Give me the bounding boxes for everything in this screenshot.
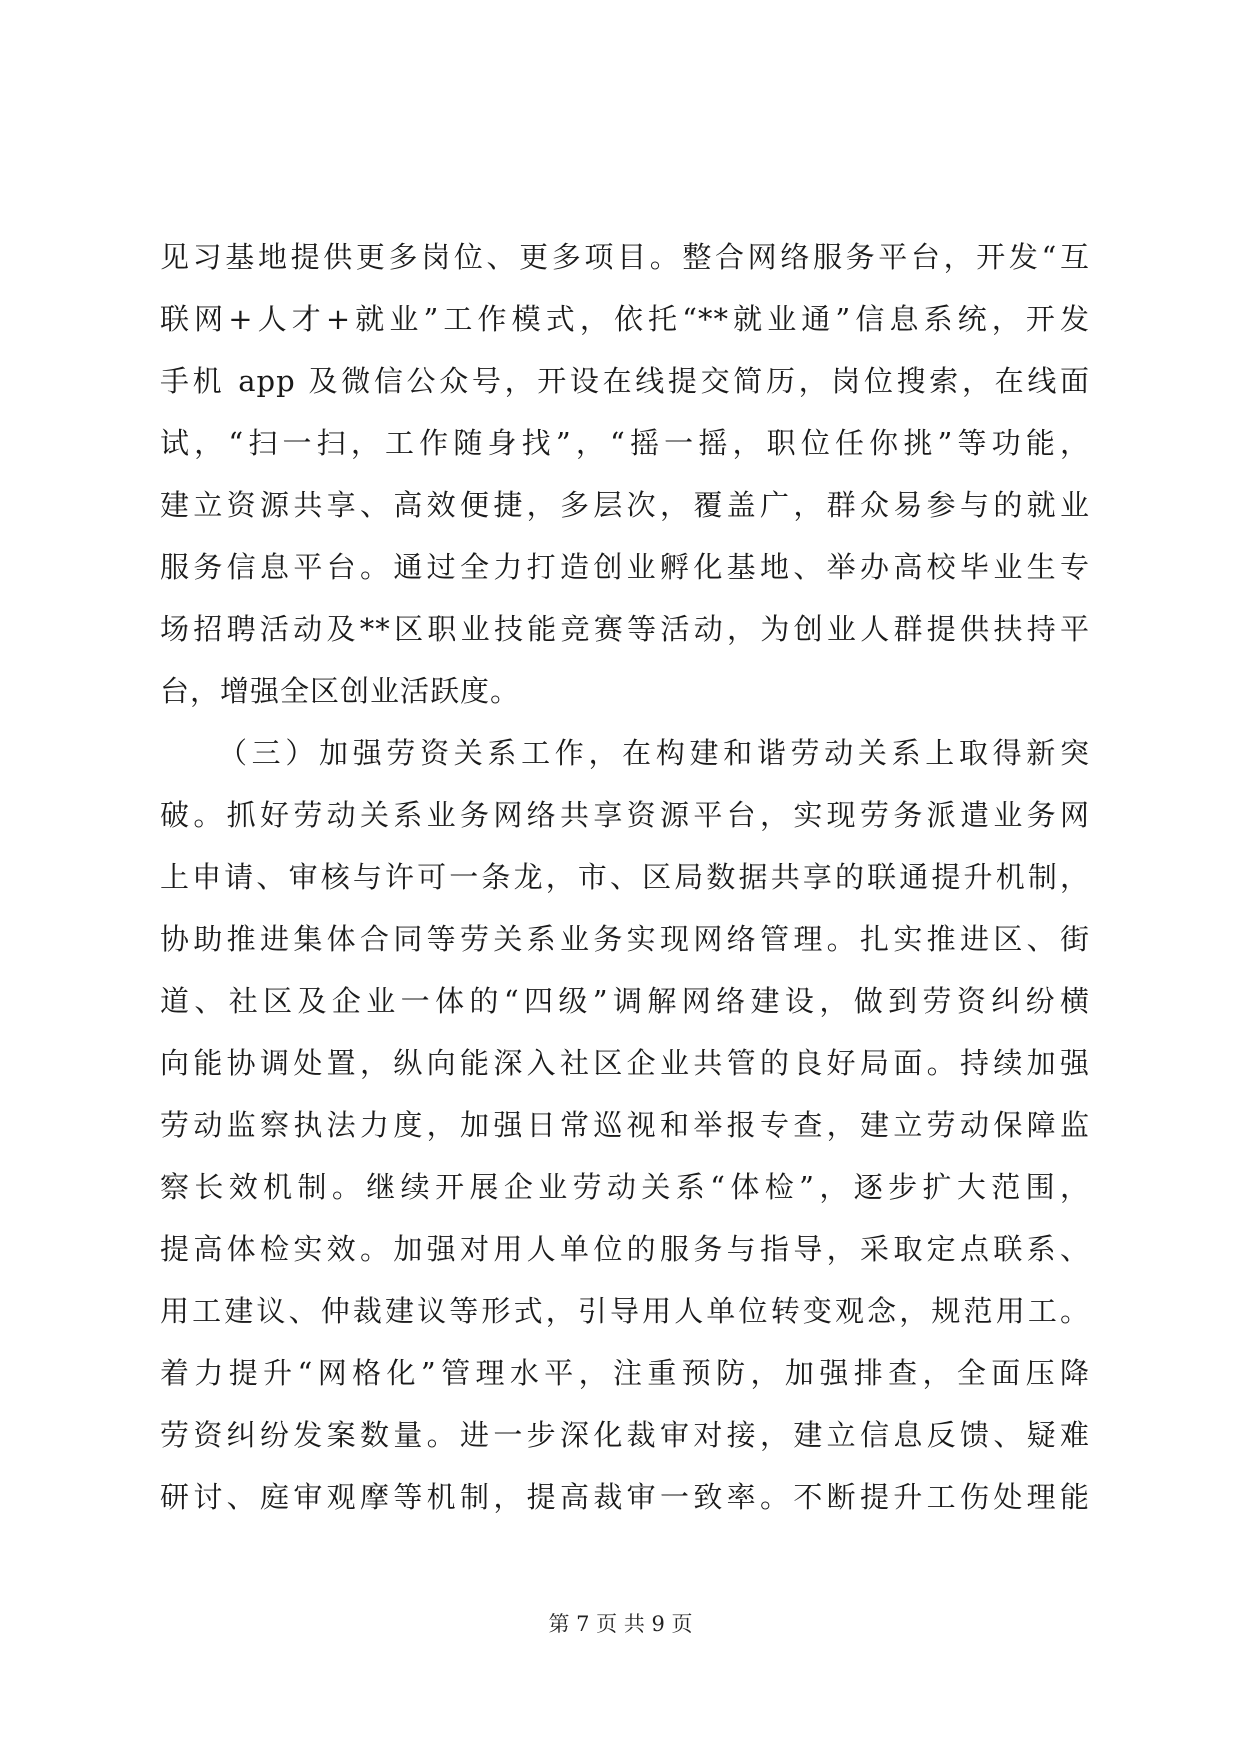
text-line: 道、社区及企业一体的“四级”调解网络建设，做到劳资纠纷横: [160, 984, 1090, 1018]
text-line: 见习基地提供更多岗位、更多项目。整合网络服务平台，开发“互: [160, 240, 1090, 274]
text-line: 联网+人才+就业”工作模式，依托“**就业通”信息系统，开发: [160, 302, 1090, 336]
text-line: 用工建议、仲裁建议等形式，引导用人单位转变观念，规范用工。: [160, 1294, 1090, 1328]
text-line: 劳动监察执法力度，加强日常巡视和举报专查，建立劳动保障监: [160, 1108, 1090, 1142]
text-line: 破。抓好劳动关系业务网络共享资源平台，实现劳务派遣业务网: [160, 798, 1090, 832]
text-line: 场招聘活动及**区职业技能竞赛等活动，为创业人群提供扶持平: [160, 612, 1090, 646]
page-number: 第 7 页 共 9 页: [548, 1612, 693, 1636]
body-text: [160, 226, 1090, 1528]
text-line: 建立资源共享、高效便捷，多层次，覆盖广，群众易参与的就业: [160, 488, 1090, 522]
text-line: 协助推进集体合同等劳关系业务实现网络管理。扎实推进区、街: [160, 922, 1090, 956]
text-line: 服务信息平台。通过全力打造创业孵化基地、举办高校毕业生专: [160, 550, 1090, 584]
section-heading-line: （三）加强劳资关系工作，在构建和谐劳动关系上取得新突: [218, 736, 1090, 770]
text-line: 察长效机制。继续开展企业劳动关系“体检”，逐步扩大范围，: [160, 1170, 1090, 1204]
text-line: 劳资纠纷发案数量。进一步深化裁审对接，建立信息反馈、疑难: [160, 1418, 1090, 1452]
text-line: 手机 app 及微信公众号，开设在线提交简历，岗位搜索，在线面: [160, 364, 1090, 398]
text-line: 试，“扫一扫，工作随身找”，“摇一摇，职位任你挑”等功能，: [160, 426, 1090, 460]
text-line: 着力提升“网格化”管理水平，注重预防，加强排查，全面压降: [160, 1356, 1090, 1390]
text-line: 提高体检实效。加强对用人单位的服务与指导，采取定点联系、: [160, 1232, 1090, 1266]
text-line: 研讨、庭审观摩等机制，提高裁审一致率。不断提升工伤处理能: [160, 1480, 1090, 1514]
text-line: 上申请、审核与许可一条龙，市、区局数据共享的联通提升机制，: [160, 860, 1090, 894]
text-line: 向能协调处置，纵向能深入社区企业共管的良好局面。持续加强: [160, 1046, 1090, 1080]
text-line: 台，增强全区创业活跃度。: [160, 674, 521, 708]
page-footer: [0, 1609, 1241, 1639]
